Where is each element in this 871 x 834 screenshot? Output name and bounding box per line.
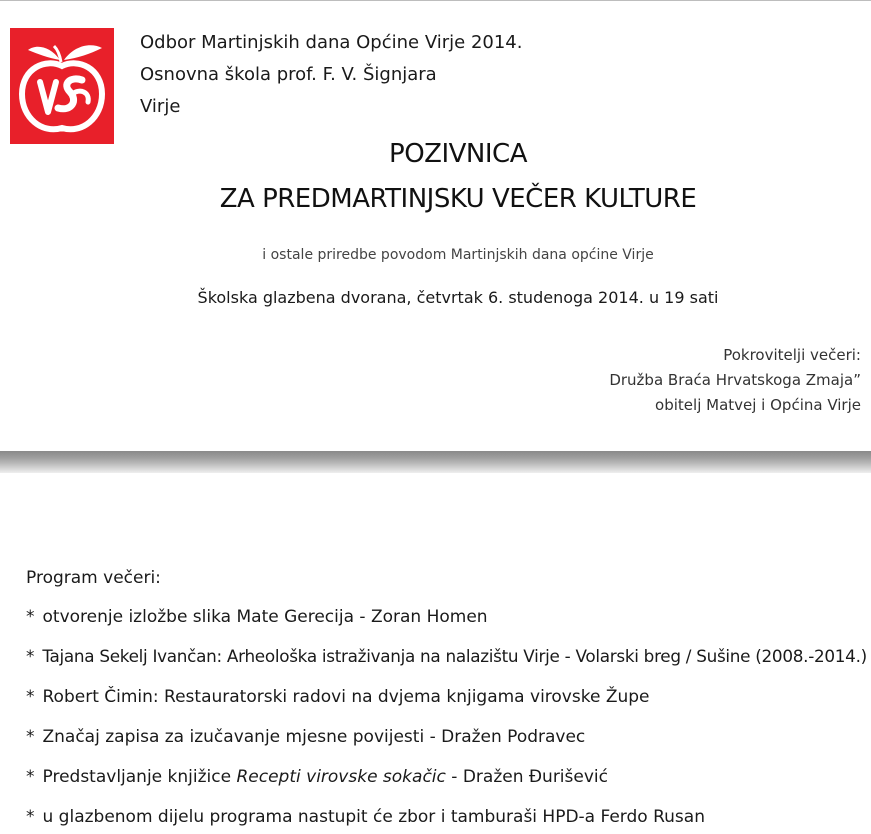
program-item-prefix: Predstavljanje knjižice [42,767,237,787]
program-item [26,686,650,708]
sponsors-heading: Pokrovitelji večeri: [723,346,861,364]
divider-bar [0,451,871,473]
program-heading: Program večeri: [26,568,161,588]
program-item-suffix: - Dražen Đurišević [445,767,608,787]
logo [10,28,114,144]
book-title: Recepti virovske sokačic [236,767,446,787]
program-item-text: Značaj zapisa za izučavanje mjesne povijesti - Dražen Podravec [42,727,586,747]
subtitle: i ostale priredbe povodom Martinjskih dana općine Virje [262,247,654,263]
bullet: * [26,687,35,707]
venue-date: Školska glazbena dvorana, četvrtak 6. studenoga 2014. u 19 sati [197,288,719,307]
program-item-text: u glazbenom dijelu programa nastupit će zbor i tamburaši HPD-a Ferdo Rusan [42,807,705,827]
organizer-line-2: Osnovna škola prof. F. V. Šignjara [140,64,437,85]
bullet: * [26,607,35,627]
organizer-line-3: Virje [140,96,181,117]
sponsor-line-2: obitelj Matvej i Općina Virje [655,396,861,414]
program-item [26,726,585,748]
title-line-2: ZA PREDMARTINJSKU VEČER KULTURE [219,184,697,214]
program-item-text: otvorenje izložbe slika Mate Gerecija - Zoran Homen [42,607,488,627]
program-item-text: Robert Čimin: Restauratorski radovi na dvjema knjigama virovske Župe [42,687,650,707]
program-item-text: Tajana Sekelj Ivančan: Arheološka istraživanja na nalazištu Virje - Volarski breg / Sušine (2008.-2014.) [42,647,867,667]
title-line-1: POZIVNICA [389,139,527,169]
top-rule [0,0,871,1]
organizer-line-1: Odbor Martinjskih dana Općine Virje 2014. [140,32,523,53]
bullet: * [26,727,35,747]
sponsor-line-1: Družba Braća Hrvatskoga Zmaja” [609,371,861,389]
bullet: * [26,647,35,667]
apple-vs-monogram-icon [10,28,114,144]
program-item [26,766,608,788]
bullet: * [26,807,35,827]
bullet: * [26,767,35,787]
program-item [26,806,705,828]
program-item [26,646,867,668]
program-item [26,606,488,628]
